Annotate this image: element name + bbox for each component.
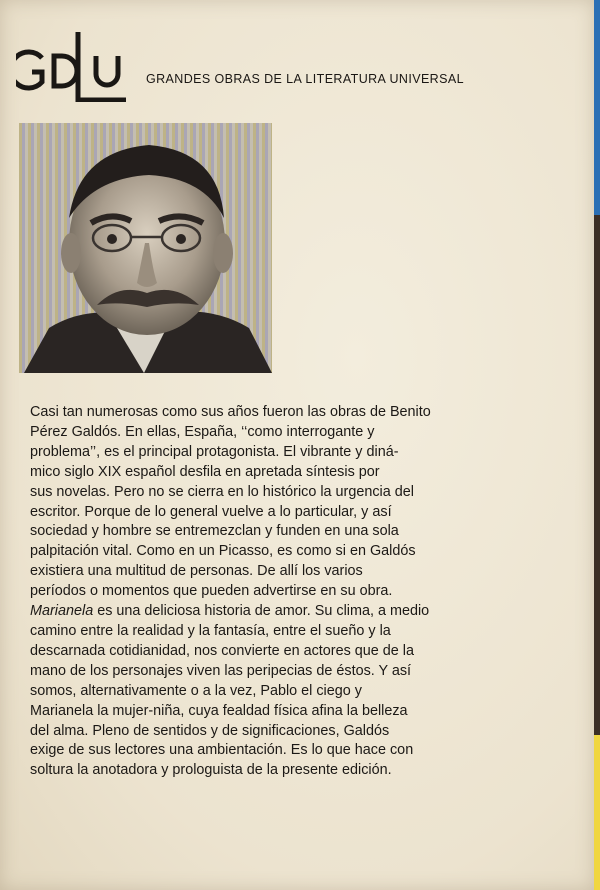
series-name: GRANDES OBRAS DE LA LITERATURA UNIVERSAL <box>146 72 464 86</box>
blurb-line-rest: es una deliciosa historia de amor. Su clima, a medio <box>93 603 430 620</box>
blurb-line: Pérez Galdós. En ellas, España, ‘‘como interrogante y <box>30 423 375 440</box>
blurb-line: existiera una multitud de personas. De allí los varios <box>30 563 363 580</box>
spine-edge-blue <box>594 0 600 215</box>
spine-edge-dark <box>594 215 600 735</box>
blurb-line: mico siglo XIX español desfila en apretada síntesis por <box>30 463 380 480</box>
blurb-line: Marianela la mujer-niña, cuya fealdad física afina la belleza <box>30 702 408 719</box>
blurb-line: escritor. Porque de lo general vuelve a lo particular, y así <box>30 503 392 520</box>
blurb-line: camino entre la realidad y la fantasía, entre el sueño y la <box>30 622 391 639</box>
blurb-line: exige de sus lectores una ambientación. Es lo que hace con <box>30 742 414 759</box>
author-portrait-photo <box>19 123 272 373</box>
blurb-line: descarnada cotidianidad, nos convierte en actores que de la <box>30 642 415 659</box>
blurb-line: sus novelas. Pero no se cierra en lo histórico la urgencia del <box>30 483 414 500</box>
gdlu-monogram-logo <box>16 30 134 102</box>
blurb-line-marianela <box>30 602 570 622</box>
book-title-italic: Marianela <box>30 603 94 620</box>
blurb-line: somos, alternativamente o a la vez, Pablo el ciego y <box>30 682 362 699</box>
back-cover-blurb <box>30 403 570 781</box>
blurb-line: períodos o momentos que pueden advertirse en su obra. <box>30 583 393 600</box>
blurb-line: sociedad y hombre se entremezclan y funden en una sola <box>30 523 399 540</box>
blurb-line: mano de los personajes viven las peripecias de éstos. Y así <box>30 662 412 679</box>
blurb-line: del alma. Pleno de sentidos y de significaciones, Galdós <box>30 722 390 739</box>
blurb-line: palpitación vital. Como en un Picasso, es como si en Galdós <box>30 543 416 560</box>
spine-edge-yellow <box>594 735 600 890</box>
blurb-line: problema’’, es el principal protagonista. El vibrante y diná- <box>30 443 399 460</box>
blurb-line: soltura la anotadora y prologuista de la presente edición. <box>30 762 392 779</box>
blurb-line: Casi tan numerosas como sus años fueron las obras de Benito <box>30 404 431 420</box>
